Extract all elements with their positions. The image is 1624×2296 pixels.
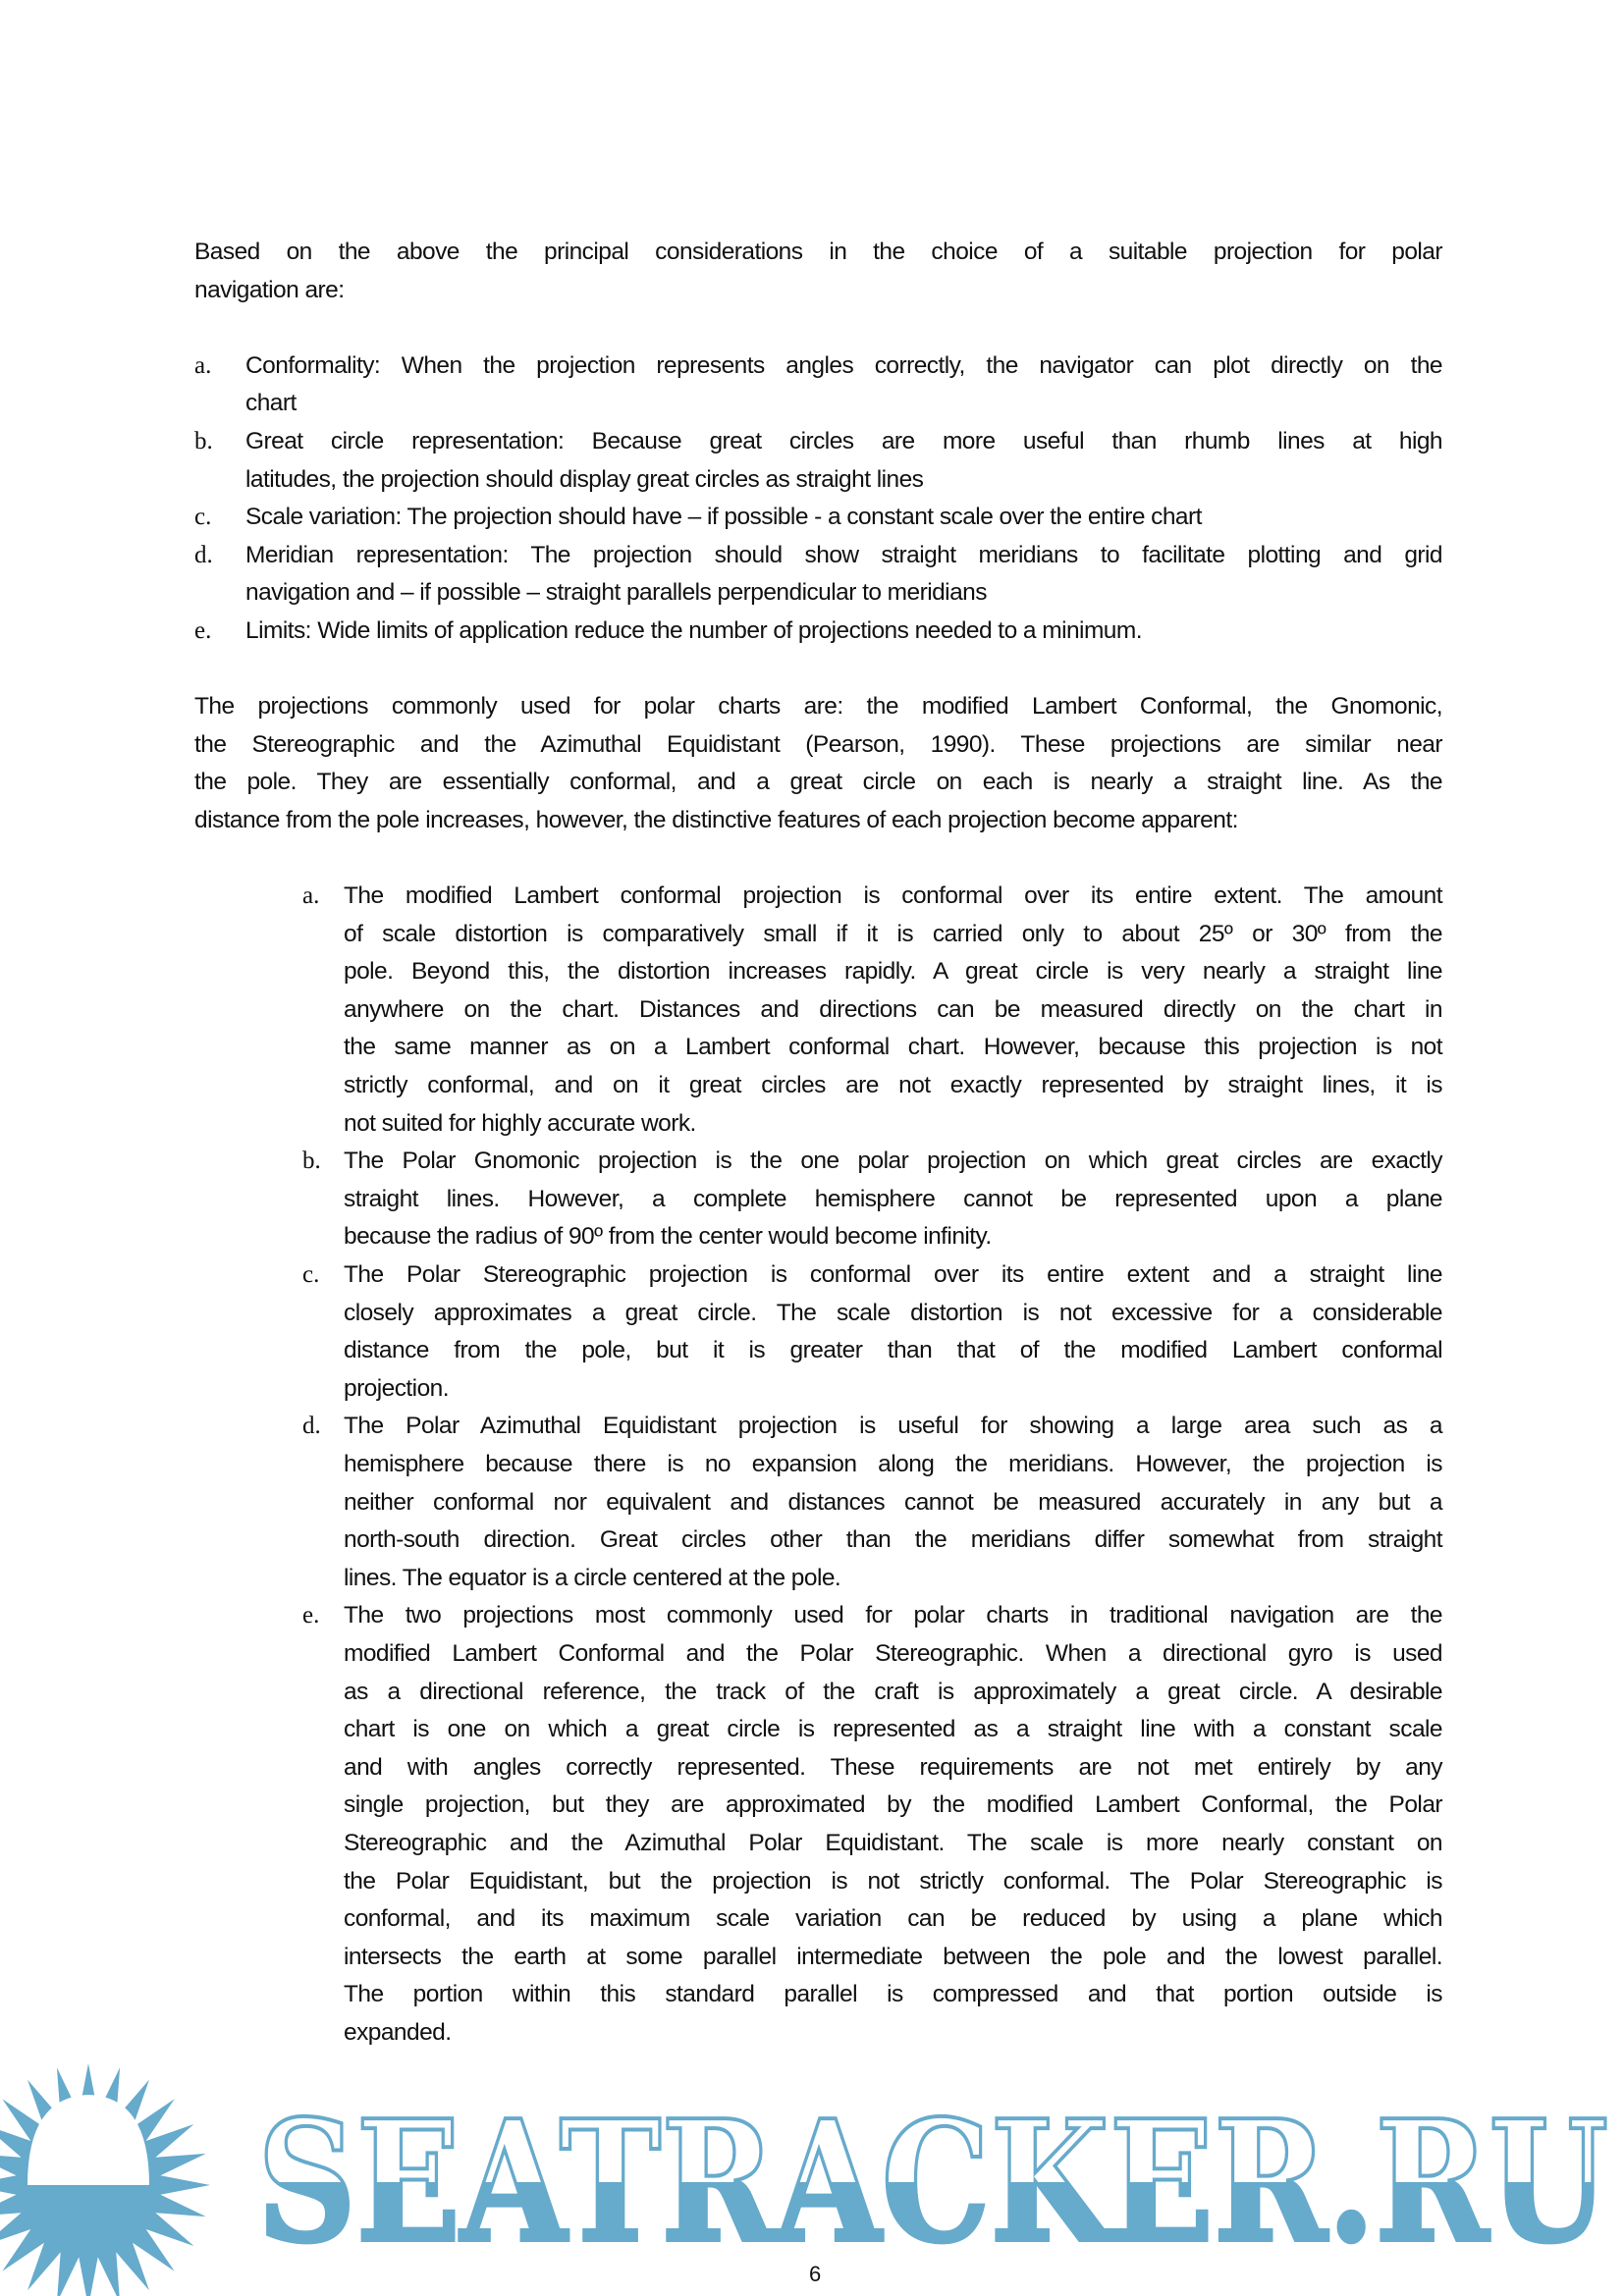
list-letter: e. <box>194 616 212 644</box>
text-line: distance from the pole, but it is greater than that of the modified Lambert conformal <box>344 1337 1442 1364</box>
text-line: as a directional reference, the track of the craft is approximately a great circle. A desirable <box>344 1678 1442 1705</box>
text-line: because the radius of 90º from the center would become infinity. <box>344 1223 992 1251</box>
text-line: The Polar Gnomonic projection is the one polar projection on which great circles are exactly <box>344 1148 1442 1175</box>
text-line: The Polar Azimuthal Equidistant projection is useful for showing a large area such as a <box>344 1413 1442 1440</box>
list-item <box>194 613 1442 651</box>
text-line: intersects the earth at some parallel intermediate between the pole and the lowest parallel. <box>344 1943 1442 1970</box>
intro-paragraph <box>194 234 1442 309</box>
list-item <box>302 878 1442 1143</box>
list-item <box>302 1256 1442 1408</box>
text-line: closely approximates a great circle. The scale distortion is not excessive for a considerable <box>344 1299 1442 1326</box>
text-line: pole. Beyond this, the distortion increases rapidly. A great circle is very nearly a straight line <box>344 958 1442 986</box>
text-line: Limits: Wide limits of application reduce the number of projections needed to a minimum. <box>245 616 1142 644</box>
list-item <box>302 1408 1442 1597</box>
page-number: 6 <box>809 2262 822 2286</box>
list-item <box>194 347 1442 423</box>
list-item <box>194 537 1442 613</box>
list-letter: c. <box>194 504 212 531</box>
text-line: latitudes, the projection should display great circles as straight lines <box>245 465 924 493</box>
text-line: navigation and – if possible – straight parallels perpendicular to meridians <box>245 579 987 607</box>
text-line: of scale distortion is comparatively small if it is carried only to about 25º or 30º from the <box>344 920 1442 947</box>
list-item <box>194 423 1442 499</box>
list-letter: a. <box>302 882 320 910</box>
considerations-list <box>194 347 1442 651</box>
text-line: The projections commonly used for polar charts are: the modified Lambert Conformal, the Gnomonic, <box>194 693 1442 721</box>
text-line: the Polar Equidistant, but the projection is not strictly conformal. The Polar Stereographic is <box>344 1867 1442 1895</box>
seatracker-watermark <box>0 2052 1624 2296</box>
text-line: Stereographic and the Azimuthal Polar Equidistant. The scale is more nearly constant on <box>344 1829 1442 1856</box>
text-line: and with angles correctly represented. These requirements are not met entirely by any <box>344 1753 1442 1781</box>
text-line: neither conformal nor equivalent and distances cannot be measured accurately in any but a <box>344 1488 1442 1516</box>
text-line: the same manner as on a Lambert conformal chart. However, because this projection is not <box>344 1034 1442 1061</box>
list-item <box>302 1597 1442 2052</box>
text-line: Scale variation: The projection should have – if possible - a constant scale over the entire chart <box>245 504 1202 531</box>
projections-list <box>194 878 1442 2052</box>
text-line: The Polar Stereographic projection is conformal over its entire extent and a straight line <box>344 1261 1442 1289</box>
text-line: conformal, and its maximum scale variation can be reduced by using a plane which <box>344 1905 1442 1933</box>
text-line: Meridian representation: The projection should show straight meridians to facilitate plotting and grid <box>245 541 1442 568</box>
text-line: modified Lambert Conformal and the Polar Stereographic. When a directional gyro is used <box>344 1639 1442 1667</box>
text-line: anywhere on the chart. Distances and directions can be measured directly on the chart in <box>344 995 1442 1023</box>
text-line: strictly conformal, and on it great circles are not exactly represented by straight lines, it is <box>344 1072 1442 1099</box>
text-line: north-south direction. Great circles other than the meridians differ somewhat from straight <box>344 1526 1442 1554</box>
list-letter: d. <box>302 1413 321 1440</box>
text-line: not suited for highly accurate work. <box>344 1109 696 1137</box>
list-letter: b. <box>194 427 213 454</box>
text-line: the Stereographic and the Azimuthal Equidistant (Pearson, 1990). These projections are similar near <box>194 730 1442 758</box>
list-item <box>194 499 1442 537</box>
list-letter: d. <box>194 541 213 568</box>
list-item <box>302 1143 1442 1256</box>
text-line: hemisphere because there is no expansion along the meridians. However, the projection is <box>344 1451 1442 1477</box>
text-line: the pole. They are essentially conformal, and a great circle on each is nearly a straight line. As the <box>194 769 1442 796</box>
text-line: Based on the above the principal considerations in the choice of a suitable projection for polar <box>194 239 1442 265</box>
text-line: expanded. <box>344 2018 452 2046</box>
projections-paragraph <box>194 688 1442 839</box>
text-line: chart <box>245 390 297 417</box>
text-line: distance from the pole increases, however, the distinctive features of each projection become apparent: <box>194 806 1238 833</box>
list-letter: b. <box>302 1148 321 1175</box>
watermark-text: SEATRACKER.RU <box>257 2084 1608 2280</box>
text-line: lines. The equator is a circle centered at the pole. <box>344 1564 841 1591</box>
text-line: The modified Lambert conformal projection is conformal over its entire extent. The amount <box>344 882 1442 910</box>
text-line: single projection, but they are approximated by the modified Lambert Conformal, the Polar <box>344 1791 1442 1819</box>
text-line: The portion within this standard parallel is compressed and that portion outside is <box>344 1981 1442 2008</box>
text-line: The two projections most commonly used for polar charts in traditional navigation are the <box>344 1602 1442 1629</box>
text-line: chart is one on which a great circle is represented as a straight line with a constant scale <box>344 1716 1442 1743</box>
sun-logo-icon <box>0 2063 210 2296</box>
text-line: Conformality: When the projection represents angles correctly, the navigator can plot directly on the <box>245 351 1442 379</box>
list-letter: a. <box>194 351 212 379</box>
text-line: projection. <box>344 1374 449 1402</box>
list-letter: e. <box>302 1602 320 1629</box>
text-line: straight lines. However, a complete hemisphere cannot be represented upon a plane <box>344 1185 1442 1212</box>
text-line: Great circle representation: Because great circles are more useful than rhumb lines at high <box>245 427 1442 454</box>
list-letter: c. <box>302 1261 320 1289</box>
page-body <box>194 234 1442 2053</box>
text-line: navigation are: <box>194 276 345 303</box>
